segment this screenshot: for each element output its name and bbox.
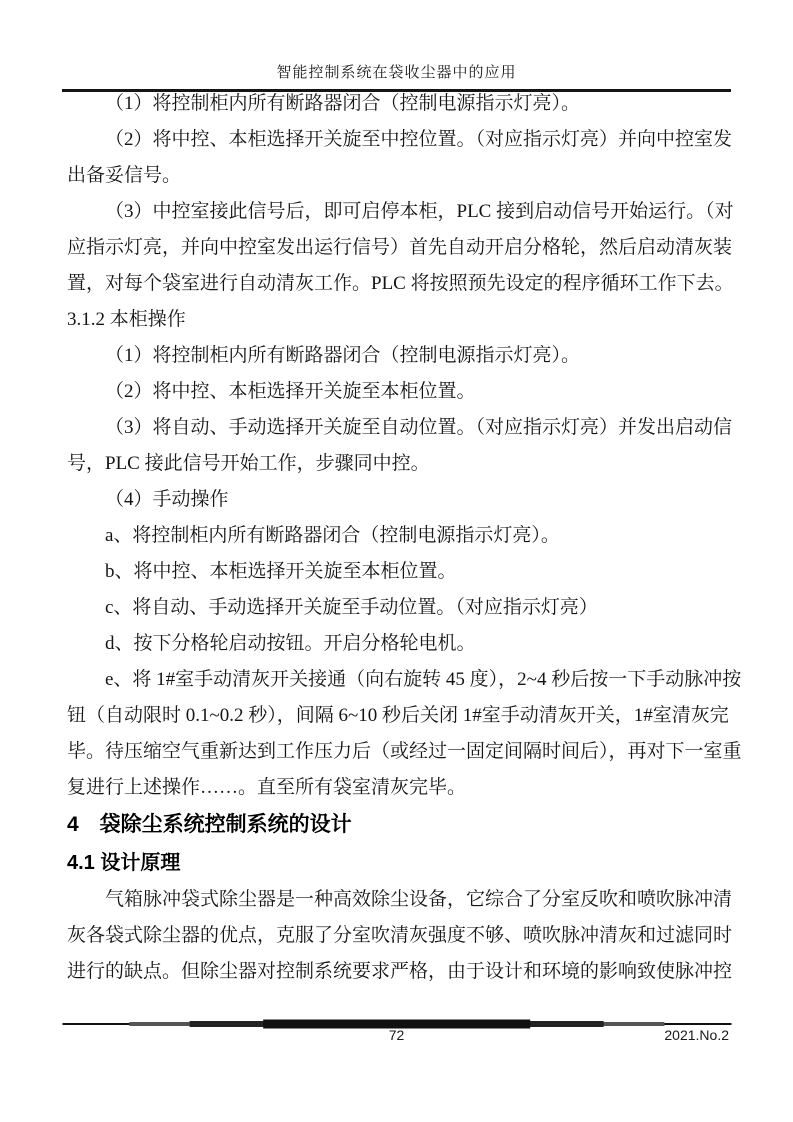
text-line: （1）将控制柜内所有断路器闭合（控制电源指示灯亮）。 bbox=[105, 345, 581, 366]
text-line: （1）将控制柜内所有断路器闭合（控制电源指示灯亮）。 bbox=[105, 93, 581, 114]
text-line: e、将 1#室手动清灰开关接通（向右旋转 45 度），2~4 秒后按一下手动脉冲按 bbox=[105, 669, 742, 690]
text-line: （3）将自动、手动选择开关旋至自动位置。（对应指示灯亮）并发出启动信 bbox=[105, 417, 733, 438]
text-line: 灰各袋式除尘器的优点，克服了分室吹清灰强度不够、喷吹脉冲清灰和过滤同时 bbox=[67, 925, 733, 946]
text-line: 4 袋除尘系统控制系统的设计 bbox=[67, 813, 352, 836]
text-line: 4.1 设计原理 bbox=[67, 852, 181, 874]
text-line: 毕。待压缩空气重新达到工作压力后（或经过一固定间隔时间后），再对下一室重 bbox=[67, 741, 742, 762]
text-line: （2）将中控、本柜选择开关旋至本柜位置。 bbox=[105, 381, 476, 402]
text-line: 3.1.2 本柜操作 bbox=[67, 309, 186, 330]
text-line: b、将中控、本柜选择开关旋至本柜位置。 bbox=[105, 561, 457, 582]
text-line: a、将控制柜内所有断路器闭合（控制电源指示灯亮）。 bbox=[105, 525, 560, 546]
text-line: d、按下分格轮启动按钮。开启分格轮电机。 bbox=[105, 633, 476, 654]
text-line: 置，对每个袋室进行自动清灰工作。PLC 将按照预先设定的程序循环工作下去。 bbox=[67, 273, 734, 294]
text-line: 复进行上述操作……。直至所有袋室清灰完毕。 bbox=[67, 777, 467, 798]
text-line: 钮（自动限时 0.1~0.2 秒），间隔 6~10 秒后关闭 1#室手动清灰开关，1#室清灰完 bbox=[67, 705, 729, 726]
text-line: 气箱脉冲袋式除尘器是一种高效除尘设备，它综合了分室反吹和喷吹脉冲清 bbox=[105, 889, 733, 910]
page-number: 72 bbox=[388, 1027, 405, 1043]
page-header-title: 智能控制系统在袋收尘器中的应用 bbox=[276, 65, 517, 81]
page-footer bbox=[62, 1027, 731, 1047]
text-line: 出备妥信号。 bbox=[67, 165, 182, 186]
text-line: 应指示灯亮，并向中控室发出运行信号）首先自动开启分格轮，然后启动清灰装 bbox=[67, 237, 733, 258]
text-line: （2）将中控、本柜选择开关旋至中控位置。（对应指示灯亮）并向中控室发 bbox=[105, 129, 733, 150]
text-line: c、将自动、手动选择开关旋至手动位置。（对应指示灯亮） bbox=[105, 597, 598, 618]
page-body bbox=[67, 86, 742, 990]
text-line: 进行的缺点。但除尘器对控制系统要求严格，由于设计和环境的影响致使脉冲控 bbox=[67, 961, 733, 982]
issue-label: 2021.No.2 bbox=[664, 1027, 729, 1043]
text-line: （3）中控室接此信号后，即可启停本柜，PLC 接到启动信号开始运行。（对 bbox=[105, 201, 734, 222]
text-line: 号，PLC 接此信号开始工作，步骤同中控。 bbox=[67, 453, 430, 474]
text-line: （4）手动操作 bbox=[105, 489, 229, 510]
